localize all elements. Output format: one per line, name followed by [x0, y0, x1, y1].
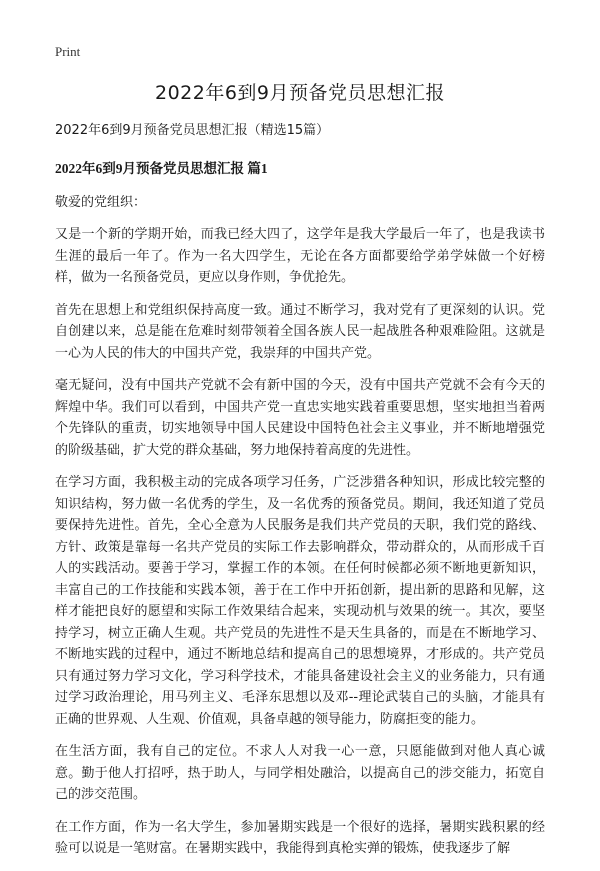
- salutation: 敬爱的党组织：: [55, 195, 147, 210]
- print-link[interactable]: Print: [55, 44, 81, 59]
- paragraph: 又是一个新的学期开始，而我已经大四了，这学年是我大学最后一年了，也是我读书生涯的最后一年了。作为一名大四学生，无论在各方面都要给学弟学妹做一个好榜样，做为一名预备党员，更应以身作则，争优抢先。: [55, 227, 545, 285]
- section-heading: 2022年6到9月预备党员思想汇报 篇1: [55, 161, 268, 176]
- document-body: [55, 78, 545, 871]
- paragraph: 首先在思想上和党组织保持高度一致。通过不断学习，我对党有了更深刻的认识。党自创建以来，总是能在危难时刻带领着全国各族人民一起战胜各种艰难险阻。这就是一心为人民的伟大的中国共产党，我崇拜的中国共产党。: [55, 302, 545, 361]
- paragraph: 在学习方面，我积极主动的完成各项学习任务，广泛涉猎各种知识，形成比较完整的知识结构，努力做一名优秀的学生，及一名优秀的预备党员。期间，我还知道了党员要保持先进性。首先，全心全意为人民服务是我们共产党员的天职，我们党的路线、方针、政策是靠每一名共产党员的实际工作去影响群众，带动群众的，从而形成千百人的实践活动。要善于学习，掌握工作的本领。在任何时候都必须不断地更新知识，丰富自己的工作技能和实践本领，善于在工作中开拓创新，提出新的思路和见解，这样才能把良好的愿望和实际工作效果结合起来，实现动机与效果的统一。其次，要坚持学习，树立正确人生观。共产党员的先进性不是天生具备的，而是在不断地学习、不断地实践的过程中，通过不断地总结和提高自己的思想境界，才形成的。共产党员只有通过努力学习文化，学习科学技术，才能具备建设社会主义的业务能力，只有通过学习政治理论，用马列主义、毛泽东思想以及邓--理论武装自己的头脑，才能具有正确的世界观、人生观、价值观，具备卓越的领导能力，防腐拒变的能力。: [55, 475, 545, 727]
- document-subtitle: 2022年6到9月预备党员思想汇报（精选15篇）: [55, 123, 330, 138]
- paragraph: 在工作方面，作为一名大学生，参加暑期实践是一个很好的选择，暑期实践积累的经验可以说是一笔财富。在暑期实践中，我能得到真枪实弹的锻炼，使我逐步了解: [55, 819, 545, 856]
- page-title: 2022年6到9月预备党员思想汇报: [154, 82, 446, 104]
- paragraph: 在生活方面，我有自己的定位。不求人人对我一心一意，只愿能做到对他人真心诚意。勤于他人打招呼，热于助人，与同学相处融洽，以提高自己的涉交能力，拓宽自己的涉交范围。: [55, 744, 545, 802]
- paragraph: 毫无疑问，没有中国共产党就不会有新中国的今天，没有中国共产党就不会有今天的辉煌中华。我们可以看到，中国共产党一直忠实地实践着重要思想，坚实地担当着两个先锋队的重责，切实地领导中国人民建设中国特色社会主义事业，并不断地增强党的阶级基础，扩大党的群众基础，努力地保持着高度的先进性。: [55, 378, 545, 458]
